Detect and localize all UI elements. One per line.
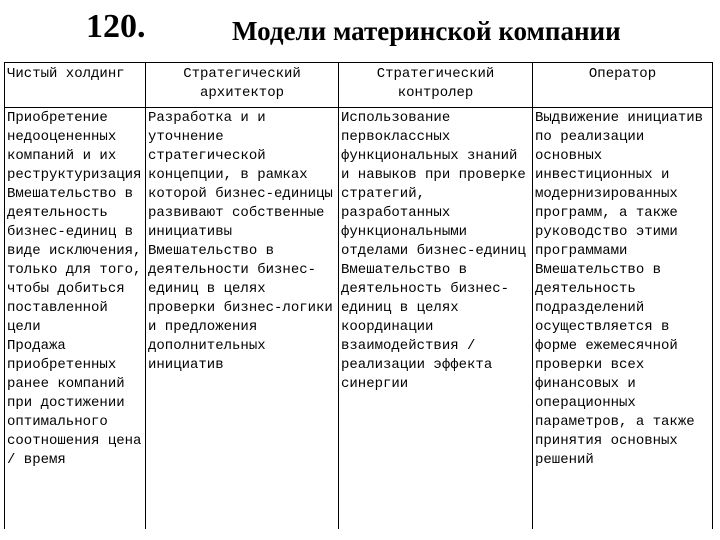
- header-strategic-architect: Стратегический архитектор: [146, 63, 339, 108]
- models-table: [4, 62, 713, 529]
- cell-pure-holding: Приобретение недооцененных компаний и их реструктуризация Вмешательство в деятельность бизнес-единиц в виде исключения, только для того, чтобы добиться поставленной цели Продажа приобретенных ранее компаний при достижении оптимального соотношения цена / время: [5, 108, 146, 530]
- cell-operator: Выдвижение инициатив по реализации основных инвестиционных и модернизированных программ, а также руководство этими программами Вмешательство в деятельность подразделений осуществляется в форме ежемесячной проверки всех финансовых и операционных параметров, а также принятия основных решений: [533, 108, 713, 530]
- header-operator: Оператор: [533, 63, 713, 108]
- slide-number: 120.: [86, 8, 146, 45]
- table-row: [5, 108, 713, 530]
- header-pure-holding: Чистый холдинг: [5, 63, 146, 108]
- slide-title: Модели материнской компании: [232, 16, 621, 46]
- cell-strategic-architect: Разработка и и уточнение стратегической концепции, в рамках которой бизнес-единицы развивают собственные инициативы Вмешательство в деятельности бизнес-единиц в целях проверки бизнес-логики и предложения дополнительных инициатив: [146, 108, 339, 530]
- table-header-row: [5, 63, 713, 108]
- header-strategic-controller: Стратегический контролер: [339, 63, 533, 108]
- cell-strategic-controller: Использование первоклассных функциональных знаний и навыков при проверке стратегий, разработанных функциональными отделами бизнес-единиц Вмешательство в деятельность бизнес-единиц в целях координации взаимодействия / реализации эффекта синергии: [339, 108, 533, 530]
